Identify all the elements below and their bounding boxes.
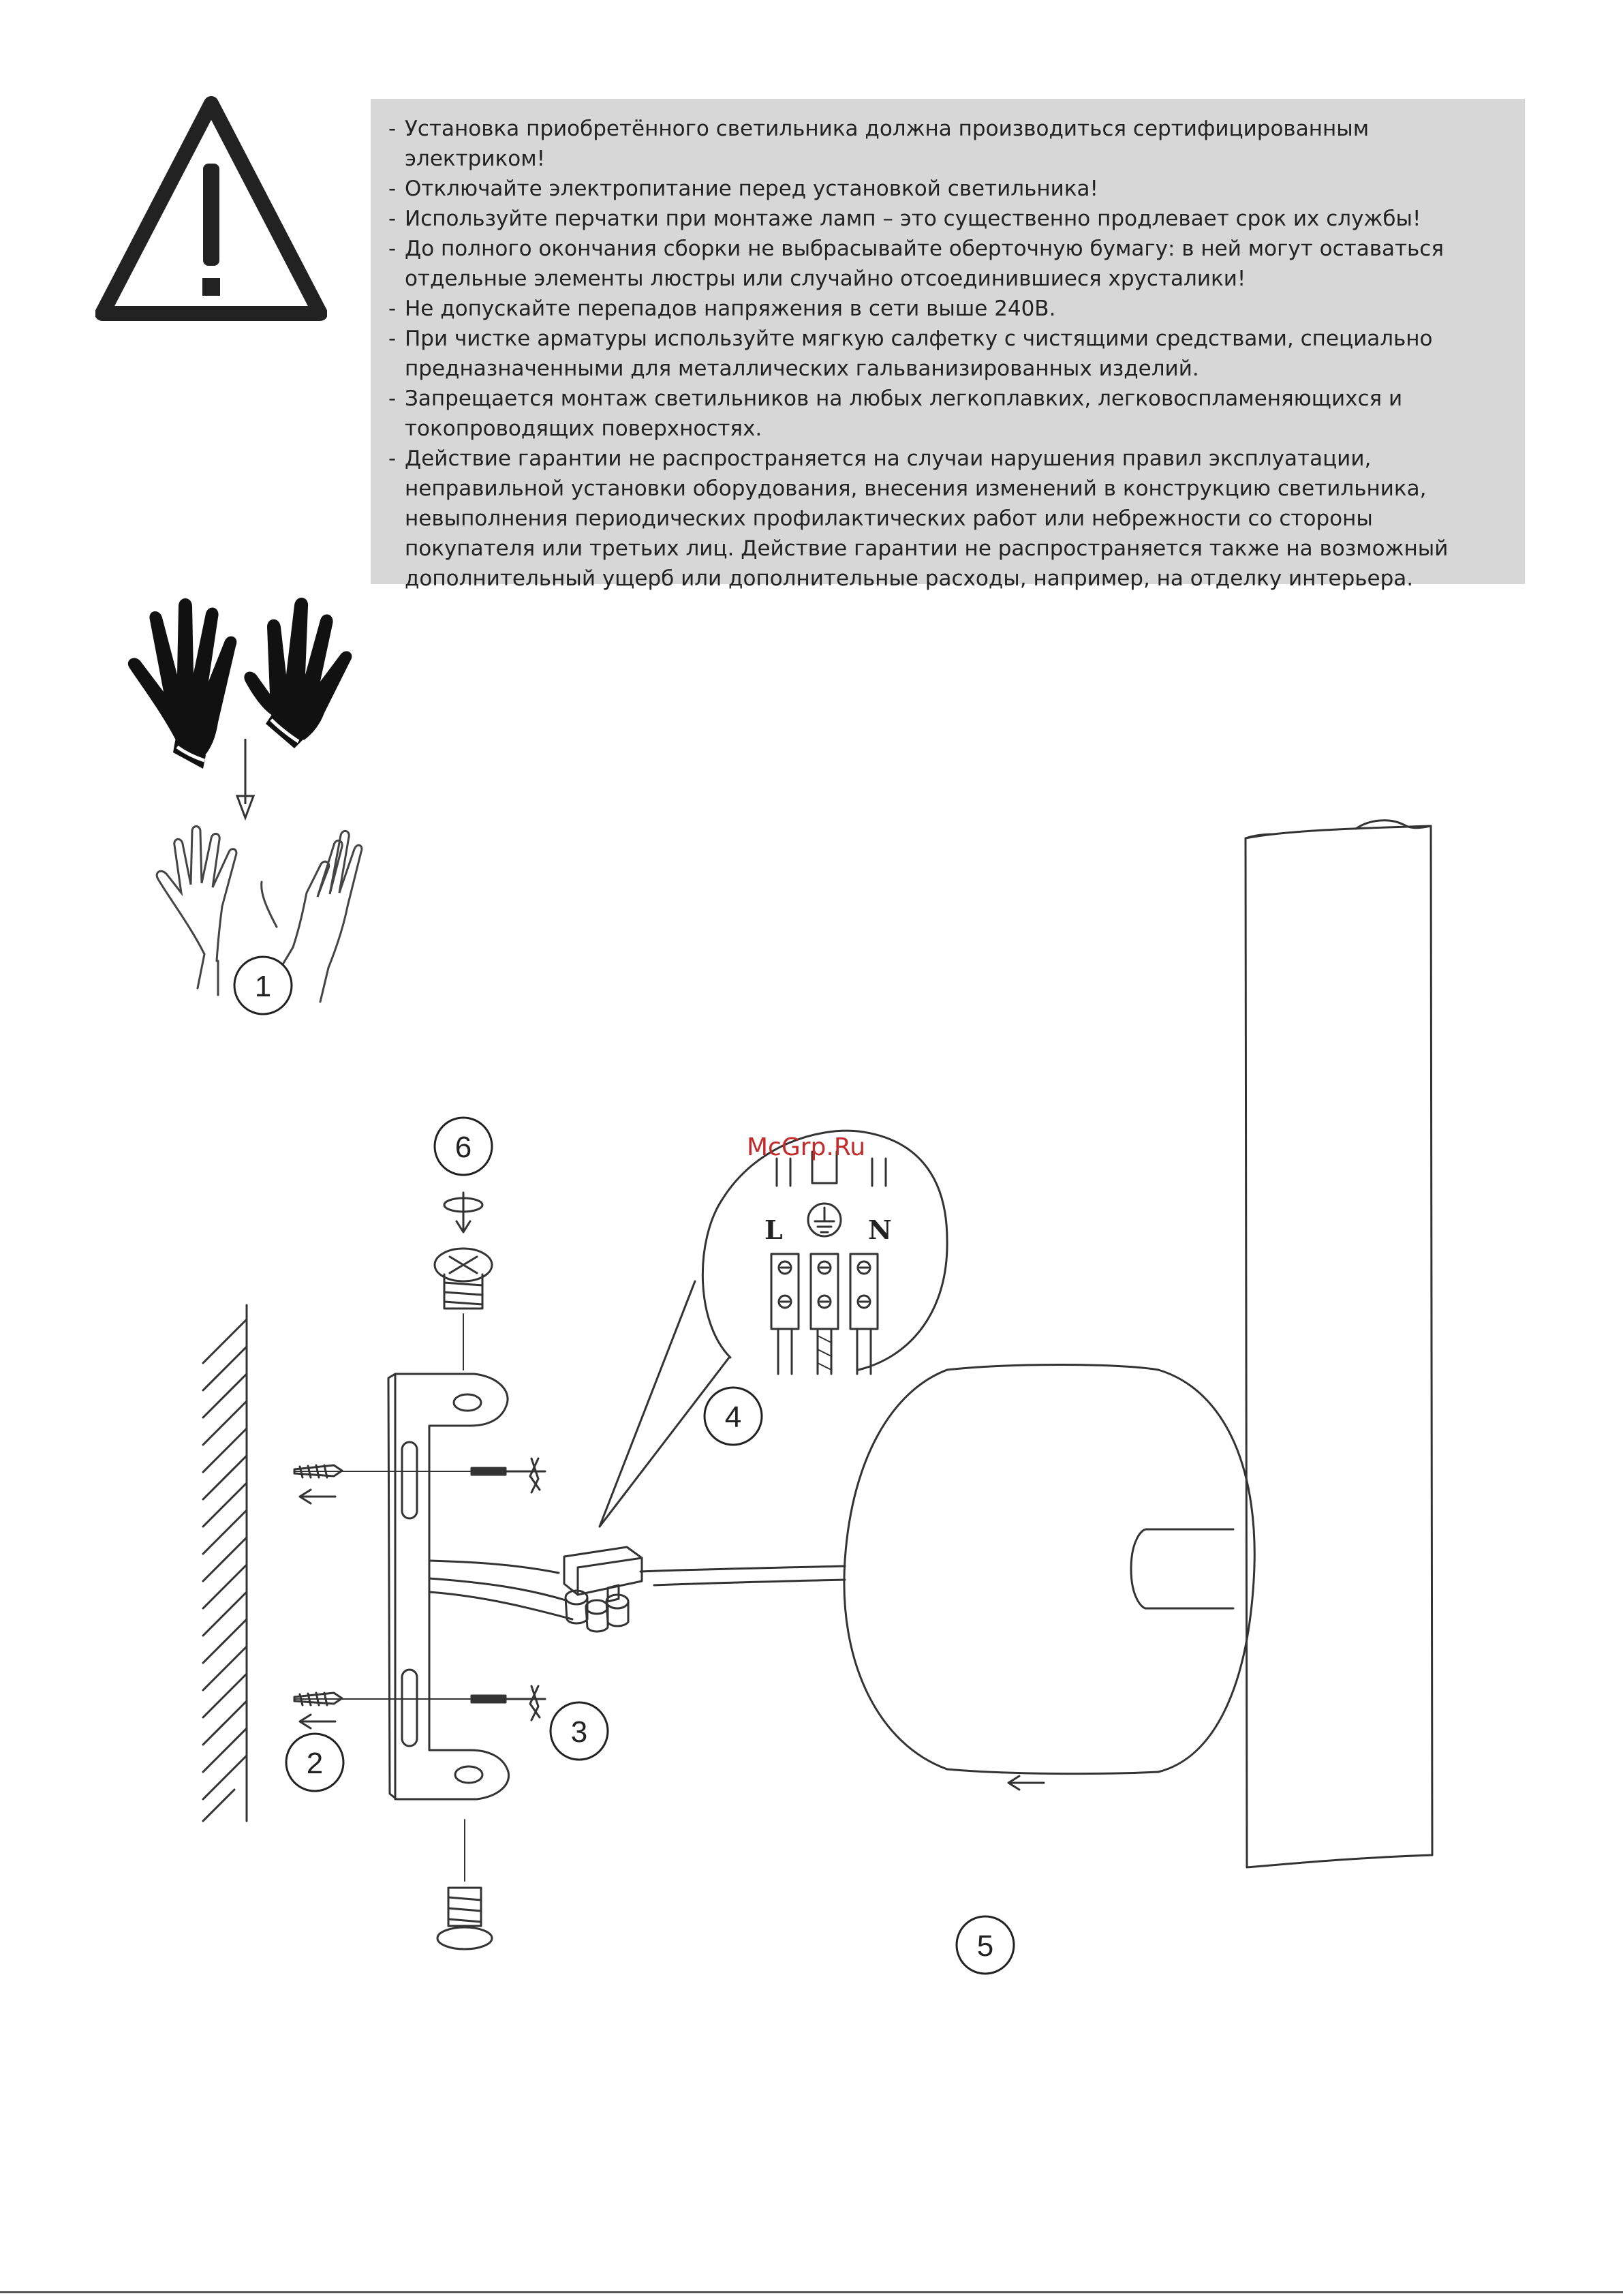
terminal-block — [564, 1547, 642, 1632]
lamp-canopy — [844, 1365, 1254, 1790]
step-2-label: 2 — [306, 1747, 324, 1780]
step-5-label: 5 — [976, 1929, 994, 1963]
wiring-detail — [702, 1131, 947, 1374]
bottom-screw — [437, 1820, 492, 1949]
page-bottom-rule — [0, 2291, 1623, 2293]
step-6-label: 6 — [454, 1131, 472, 1164]
wall-hatching — [203, 1305, 247, 1821]
warning-triangle-icon — [95, 95, 327, 327]
lamp-tube — [1246, 821, 1432, 1867]
neutral-wire-label: N — [868, 1214, 892, 1245]
notice-item: - Действие гарантии не распространяется на случаи нарушения правил эксплуатации, неправильной установки оборудования, внесения изменений в конструкцию светильника, невыполнения периодических профилактических работ или небрежности со стороны покупателя или третьих лиц. Действие гарантии не распространяется также на возможный дополнительный ущерб или дополнительные расходы, например, на отделку интерьера. — [388, 446, 1449, 591]
step-3-label: 3 — [570, 1715, 588, 1749]
notice-item: - Не допускайте перепадов напряжения в сети выше 240В. — [388, 296, 1056, 321]
notice-item: - При чистке арматуры используйте мягкую салфетку с чистящими средствами, специально предназначенными для металлических гальванизированных изделий. — [388, 326, 1433, 381]
notice-item: - До полного окончания сборки не выбрасывайте оберточную бумагу: в ней могут оставаться отдельные элементы люстры или случайно отсоединившиеся хрусталики! — [388, 236, 1444, 291]
lower-anchor-screw — [294, 1686, 545, 1728]
gloves-icon — [128, 598, 352, 769]
mounting-bracket — [388, 1374, 509, 1799]
supply-wires — [429, 1561, 845, 1619]
live-wire-label: L — [764, 1214, 783, 1245]
step-4-label: 4 — [724, 1400, 742, 1434]
notice-item: - Запрещается монтаж светильников на любых легкоплавких, легковоспламеняющихся и токопроводящих поверхностях. — [388, 386, 1403, 441]
safety-notice — [371, 99, 1525, 591]
notice-item: - Отключайте электропитание перед установкой светильника! — [388, 177, 1098, 201]
notice-item: - Установка приобретённого светильника должна производиться сертифицированным электриком! — [388, 117, 1370, 171]
notice-item: - Используйте перчатки при монтаже ламп – это существенно продлевает срок их службы! — [388, 206, 1421, 231]
wall-mount-diagram — [191, 804, 1485, 1976]
step-1-label: 1 — [254, 970, 272, 1003]
watermark-text: McGrp.Ru — [747, 1133, 866, 1161]
upper-anchor-screw — [294, 1458, 545, 1503]
top-screw — [435, 1193, 492, 1370]
